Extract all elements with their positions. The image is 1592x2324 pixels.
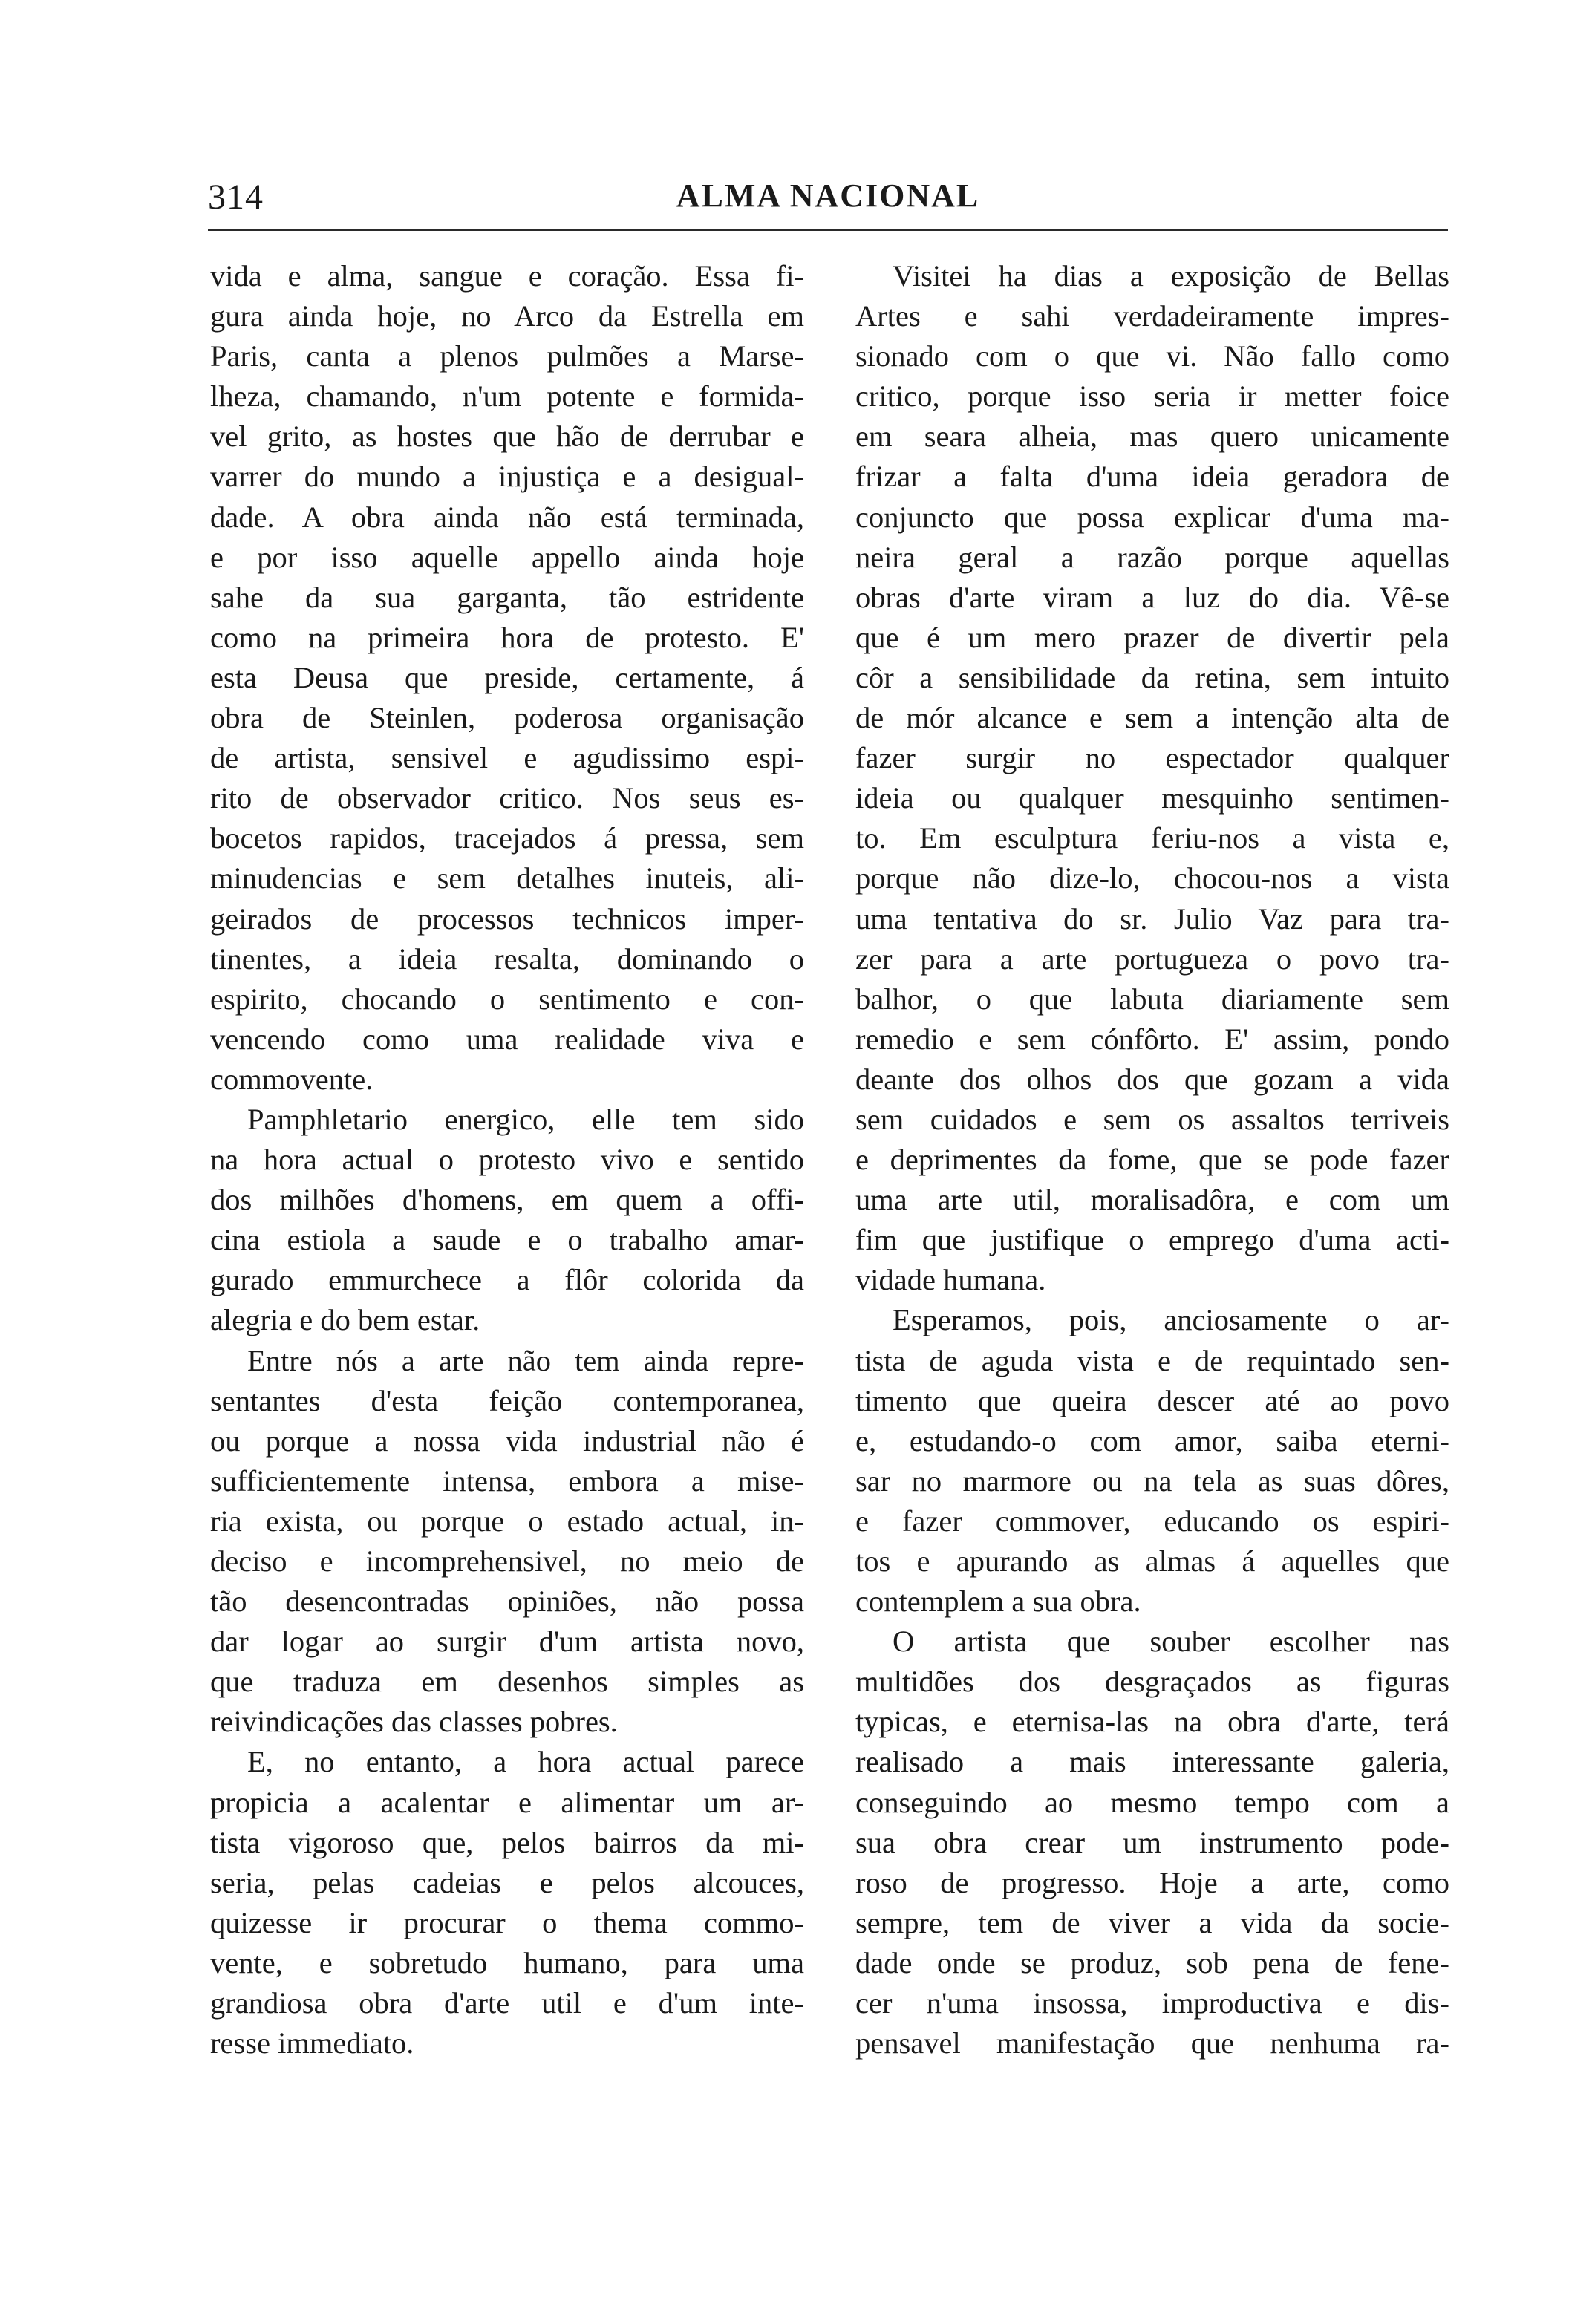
left-text-column — [210, 256, 804, 2063]
right-text-column — [855, 256, 1449, 2063]
text-line: espirito, chocando o sentimento e con- — [210, 982, 804, 1016]
text-line: vel grito, as hostes que hão de derrubar e — [210, 420, 804, 454]
text-line: esta Deusa que preside, certamente, á — [210, 660, 804, 694]
text-line: conseguindo ao mesmo tempo com a — [855, 1785, 1449, 1819]
text-line: tão desencontradas opiniões, não possa — [210, 1584, 804, 1619]
text-line: ideia ou qualquer mesquinho sentimen- — [855, 781, 1449, 815]
text-line: em seara alheia, mas quero unicamente — [855, 420, 1449, 454]
text-line: dos milhões d'homens, em quem a offi- — [210, 1183, 804, 1217]
text-line: fim que justifique o emprego d'uma acti- — [855, 1223, 1449, 1257]
header-rule — [208, 229, 1448, 231]
text-line: propicia a acalentar e alimentar um ar- — [210, 1785, 804, 1819]
text-line: Artes e sahi verdadeiramente impres- — [855, 299, 1449, 333]
text-line: sem cuidados e sem os assaltos terriveis — [855, 1102, 1449, 1136]
text-line: quizesse ir procurar o thema commo- — [210, 1905, 804, 1939]
text-line: de artista, sensivel e agudissimo espi- — [210, 741, 804, 775]
text-line: to. Em esculptura feriu-nos a vista e, — [855, 821, 1449, 855]
text-line: cer n'uma insossa, improductiva e dis- — [855, 1986, 1449, 2020]
text-line: tista de aguda vista e de requintado sen- — [855, 1343, 1449, 1377]
text-line: tista vigoroso que, pelos bairros da mi- — [210, 1825, 804, 1859]
text-line: gura ainda hoje, no Arco da Estrella em — [210, 299, 804, 333]
text-line: sua obra crear um instrumento pode- — [855, 1825, 1449, 1859]
text-line: commovente. — [210, 1062, 373, 1096]
text-line: Visitei ha dias a exposição de Bellas — [893, 259, 1449, 293]
text-line: reivindicações das classes pobres. — [210, 1705, 618, 1739]
text-line: deante dos olhos dos que gozam a vida — [855, 1062, 1449, 1096]
text-line: e deprimentes da fome, que se pode fazer — [855, 1143, 1449, 1177]
text-line: ou porque a nossa vida industrial não é — [210, 1423, 804, 1458]
text-line: deciso e incomprehensivel, no meio de — [210, 1544, 804, 1578]
text-line: fazer surgir no espectador qualquer — [855, 741, 1449, 775]
text-line: que é um mero prazer de divertir pela — [855, 620, 1449, 654]
text-line: resse immediato. — [210, 2026, 414, 2060]
text-line: grandiosa obra d'arte util e d'um inte- — [210, 1986, 804, 2020]
text-line: dade. A obra ainda não está terminada, — [210, 500, 804, 534]
text-line: minudencias e sem detalhes inuteis, ali- — [210, 861, 804, 895]
text-line: vente, e sobretudo humano, para uma — [210, 1945, 804, 1979]
text-line: realisado a mais interessante galeria, — [855, 1745, 1449, 1779]
text-line: critico, porque isso seria ir metter foice — [855, 379, 1449, 414]
text-line: timento que queira descer até ao povo — [855, 1383, 1449, 1417]
text-line: roso de progresso. Hoje a arte, como — [855, 1865, 1449, 1899]
text-line: de mór alcance e sem a intenção alta de — [855, 701, 1449, 735]
page-number: 314 — [208, 177, 264, 217]
text-line: sempre, tem de viver a vida da socie- — [855, 1905, 1449, 1939]
text-line: uma arte util, moralisadôra, e com um — [855, 1183, 1449, 1217]
text-line: alegria e do bem estar. — [210, 1303, 480, 1337]
text-line: rito de observador critico. Nos seus es- — [210, 781, 804, 815]
text-line: cina estiola a saude e o trabalho amar- — [210, 1223, 804, 1257]
text-line: sahe da sua garganta, tão estridente — [210, 580, 804, 614]
text-line: ria exista, ou porque o estado actual, in- — [210, 1504, 804, 1538]
text-line: sentantes d'esta feição contemporanea, — [210, 1383, 804, 1417]
page-header — [208, 177, 1448, 236]
text-line: bocetos rapidos, tracejados á pressa, sem — [210, 821, 804, 855]
text-line: obra de Steinlen, poderosa organisação — [210, 701, 804, 735]
text-line: conjuncto que possa explicar d'uma ma- — [855, 500, 1449, 534]
text-line: O artista que souber escolher nas — [893, 1625, 1449, 1659]
text-line: frizar a falta d'uma ideia geradora de — [855, 460, 1449, 494]
text-line: multidões dos desgraçados as figuras — [855, 1665, 1449, 1699]
text-line: gurado emmurchece a flôr colorida da — [210, 1263, 804, 1297]
text-line: tos e apurando as almas á aquelles que — [855, 1544, 1449, 1578]
text-line: uma tentativa do sr. Julio Vaz para tra- — [855, 901, 1449, 936]
text-line: Entre nós a arte não tem ainda repre- — [247, 1343, 804, 1377]
text-line: E, no entanto, a hora actual parece — [247, 1745, 804, 1779]
text-line: pensavel manifestação que nenhuma ra- — [855, 2026, 1449, 2060]
text-line: lheza, chamando, n'um potente e formida- — [210, 379, 804, 414]
text-line: como na primeira hora de protesto. E' — [210, 620, 804, 654]
text-line: vencendo como uma realidade viva e — [210, 1022, 804, 1056]
text-line: balhor, o que labuta diariamente sem — [855, 982, 1449, 1016]
text-line: neira geral a razão porque aquellas — [855, 540, 1449, 574]
text-line: porque não dize-lo, chocou-nos a vista — [855, 861, 1449, 895]
text-line: tinentes, a ideia resalta, dominando o — [210, 941, 804, 976]
text-line: sufficientemente intensa, embora a mise- — [210, 1463, 804, 1498]
text-line: Pamphletario energico, elle tem sido — [247, 1102, 804, 1136]
text-line: zer para a arte portugueza o povo tra- — [855, 941, 1449, 976]
text-line: typicas, e eternisa-las na obra d'arte, terá — [855, 1705, 1449, 1739]
text-line: sionado com o que vi. Não fallo como — [855, 339, 1449, 373]
text-line: e fazer commover, educando os espiri- — [855, 1504, 1449, 1538]
text-line: e por isso aquelle appello ainda hoje — [210, 540, 804, 574]
text-line: vida e alma, sangue e coração. Essa fi- — [210, 259, 804, 293]
text-line: obras d'arte viram a luz do dia. Vê-se — [855, 580, 1449, 614]
text-line: remedio e sem cónfôrto. E' assim, pondo — [855, 1022, 1449, 1056]
text-line: côr a sensibilidade da retina, sem intuito — [855, 660, 1449, 694]
text-line: geirados de processos technicos imper- — [210, 901, 804, 936]
text-line: e, estudando-o com amor, saiba eterni- — [855, 1423, 1449, 1458]
text-line: Esperamos, pois, anciosamente o ar- — [893, 1303, 1449, 1337]
text-line: que traduza em desenhos simples as — [210, 1665, 804, 1699]
text-line: contemplem a sua obra. — [855, 1584, 1141, 1619]
text-line: sar no marmore ou na tela as suas dôres, — [855, 1463, 1449, 1498]
text-line: dar logar ao surgir d'um artista novo, — [210, 1625, 804, 1659]
text-line: Paris, canta a plenos pulmões a Marse- — [210, 339, 804, 373]
text-line: varrer do mundo a injustiça e a desigual- — [210, 460, 804, 494]
running-title: ALMA NACIONAL — [676, 177, 980, 214]
text-line: vidade humana. — [855, 1263, 1046, 1297]
text-line: na hora actual o protesto vivo e sentido — [210, 1143, 804, 1177]
text-line: dade onde se produz, sob pena de fene- — [855, 1945, 1449, 1979]
text-line: seria, pelas cadeias e pelos alcouces, — [210, 1865, 804, 1899]
